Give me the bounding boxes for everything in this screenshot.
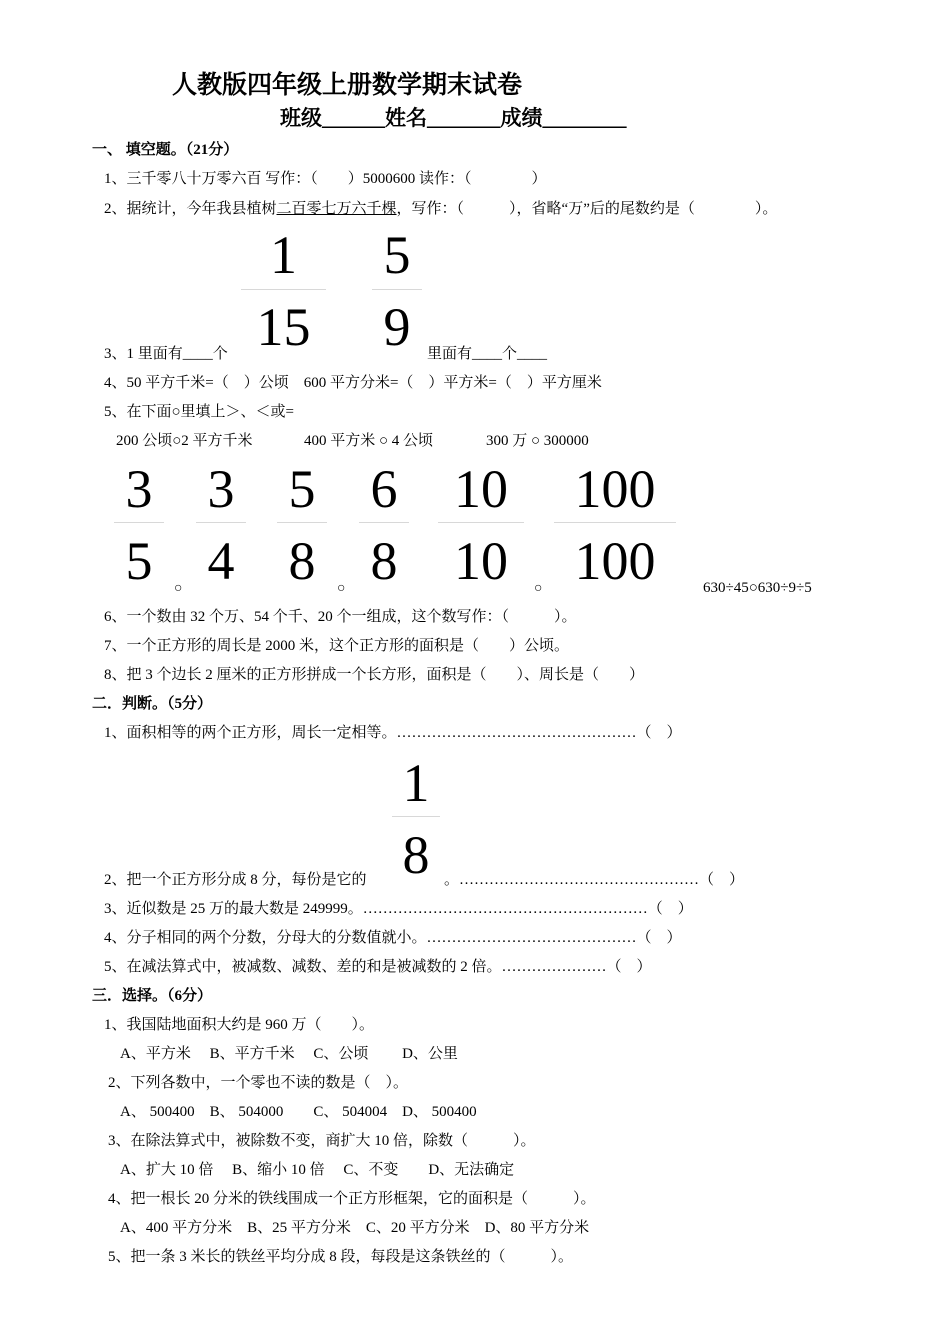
question-1-5: 5、在下面○里填上＞、＜或=: [104, 404, 295, 420]
compare-circle[interactable]: ○: [534, 581, 543, 596]
fraction-bar: [114, 522, 164, 523]
choice-4-options: A、400 平方分米 B、25 平方分米 C、20 平方分米 D、80 平方分米: [120, 1220, 590, 1236]
fraction-denominator: 8: [370, 531, 398, 591]
judge-1: 1、面积相等的两个正方形，周长一定相等。…………………………………………（ ）: [104, 725, 682, 741]
question-1-2-before: 2、据统计，今年我县植树: [104, 201, 277, 217]
fraction-3-5: [114, 456, 164, 596]
fraction-numerator: 3: [207, 459, 235, 519]
compare-item-3: 300 万 ○ 300000: [486, 433, 589, 449]
fraction-numerator: 100: [574, 459, 656, 519]
fraction-numerator: 5: [383, 225, 411, 285]
fraction-numerator: 1: [270, 225, 297, 285]
judge-4: 4、分子相同的两个分数，分母大的分数值就小。……………………………………（ ）: [104, 930, 682, 946]
fraction-denominator: 8: [288, 531, 316, 591]
fraction-numerator: 10: [454, 459, 508, 519]
choice-4-question: 4、把一根长 20 分米的铁线围成一个正方形框架，它的面积是（ ）。: [108, 1191, 596, 1207]
choice-2-question: 2、下列各数中，一个零也不读的数是（ ）。: [108, 1075, 409, 1091]
fraction-numerator: 6: [370, 459, 398, 519]
question-1-2-after: ，写作：（ ），省略“万”后的尾数约是（ ）。: [396, 201, 778, 217]
question-1-4: 4、50 平方千米=（ ）公顷 600 平方分米=（ ）平方米=（ ）平方厘米: [104, 375, 602, 391]
fraction-denominator: 8: [402, 825, 430, 885]
question-1-1: 1、三千零八十万零六百 写作：（ ）5000600 读作：（ ）: [104, 171, 547, 187]
choice-3-question: 3、在除法算式中，被除数不变，商扩大 10 倍，除数（ ）。: [108, 1133, 536, 1149]
fraction-1-15: [241, 222, 326, 362]
fraction-10-10: [438, 456, 524, 596]
fraction-denominator: 5: [125, 531, 153, 591]
fraction-bar: [241, 289, 326, 290]
fraction-1-8: [392, 750, 440, 890]
fraction-denominator: 100: [574, 531, 656, 591]
fraction-bar: [196, 522, 246, 523]
fraction-bar: [372, 289, 422, 290]
section-2-heading: 二．判断。（5分）: [92, 696, 213, 712]
page-title: 人教版四年级上册数学期末试卷: [172, 72, 523, 99]
fraction-bar: [392, 816, 440, 817]
fraction-100-100: [554, 456, 676, 596]
fraction-numerator: 3: [125, 459, 153, 519]
fraction-5-9: [372, 222, 422, 362]
question-1-7: 7、一个正方形的周长是 2000 米，这个正方形的面积是（ ）公顷。: [104, 638, 570, 654]
judge-5: 5、在减法算式中，被减数、减数、差的和是被减数的 2 倍。…………………（ ）: [104, 959, 652, 975]
fraction-5-8: [277, 456, 327, 596]
question-1-3-right: 里面有____个____: [427, 346, 548, 362]
section-3-heading: 三．选择。（6分）: [92, 988, 213, 1004]
fraction-denominator: 15: [256, 297, 311, 357]
fraction-denominator: 10: [454, 531, 508, 591]
compare-item-1: 200 公顷○2 平方千米: [116, 433, 253, 449]
choice-5-question: 5、把一条 3 米长的铁丝平均分成 8 段，每段是这条铁丝的（ ）。: [108, 1249, 574, 1265]
question-1-6: 6、一个数由 32 个万、54 个千、20 个一组成，这个数写作：（ ）。: [104, 609, 577, 625]
question-1-2-underlined: 二百零七万六千棵: [276, 201, 397, 217]
division-compare: 630÷45○630÷9÷5: [703, 580, 812, 596]
compare-circle[interactable]: ○: [337, 581, 346, 596]
student-info-line: 班级______姓名_______成绩________: [280, 106, 627, 130]
fraction-bar: [277, 522, 327, 523]
question-1-8: 8、把 3 个边长 2 厘米的正方形拼成一个长方形，面积是（ ）、周长是（ ）: [104, 667, 645, 683]
judge-2-right: 。…………………………………………（ ）: [444, 872, 745, 888]
compare-circle[interactable]: ○: [174, 581, 183, 596]
judge-2-left: 2、把一个正方形分成 8 分，每份是它的: [104, 872, 367, 888]
question-1-2: [104, 202, 777, 217]
fraction-denominator: 9: [383, 297, 411, 357]
judge-3: 3、近似数是 25 万的最大数是 249999。…………………………………………………（ ）: [104, 901, 693, 917]
fraction-numerator: 1: [402, 753, 430, 813]
fraction-bar: [438, 522, 524, 523]
fraction-bar: [554, 522, 676, 523]
fraction-denominator: 4: [207, 531, 235, 591]
choice-1-options: A、平方米 B、平方千米 C、公顷 D、公里: [120, 1046, 458, 1062]
question-1-3-left: 3、1 里面有____个: [104, 346, 228, 362]
choice-3-options: A、扩大 10 倍 B、缩小 10 倍 C、不变 D、无法确定: [120, 1162, 515, 1178]
fraction-bar: [359, 522, 409, 523]
fraction-3-4: [196, 456, 246, 596]
section-1-heading: 一、 填空题。（21分）: [92, 142, 239, 158]
fraction-numerator: 5: [288, 459, 316, 519]
choice-2-options: A、 500400 B、 504000 C、 504004 D、 500400: [120, 1104, 477, 1120]
compare-item-2: 400 平方米 ○ 4 公顷: [304, 433, 434, 449]
choice-1-question: 1、我国陆地面积大约是 960 万（ ）。: [104, 1017, 375, 1033]
fraction-6-8: [359, 456, 409, 596]
